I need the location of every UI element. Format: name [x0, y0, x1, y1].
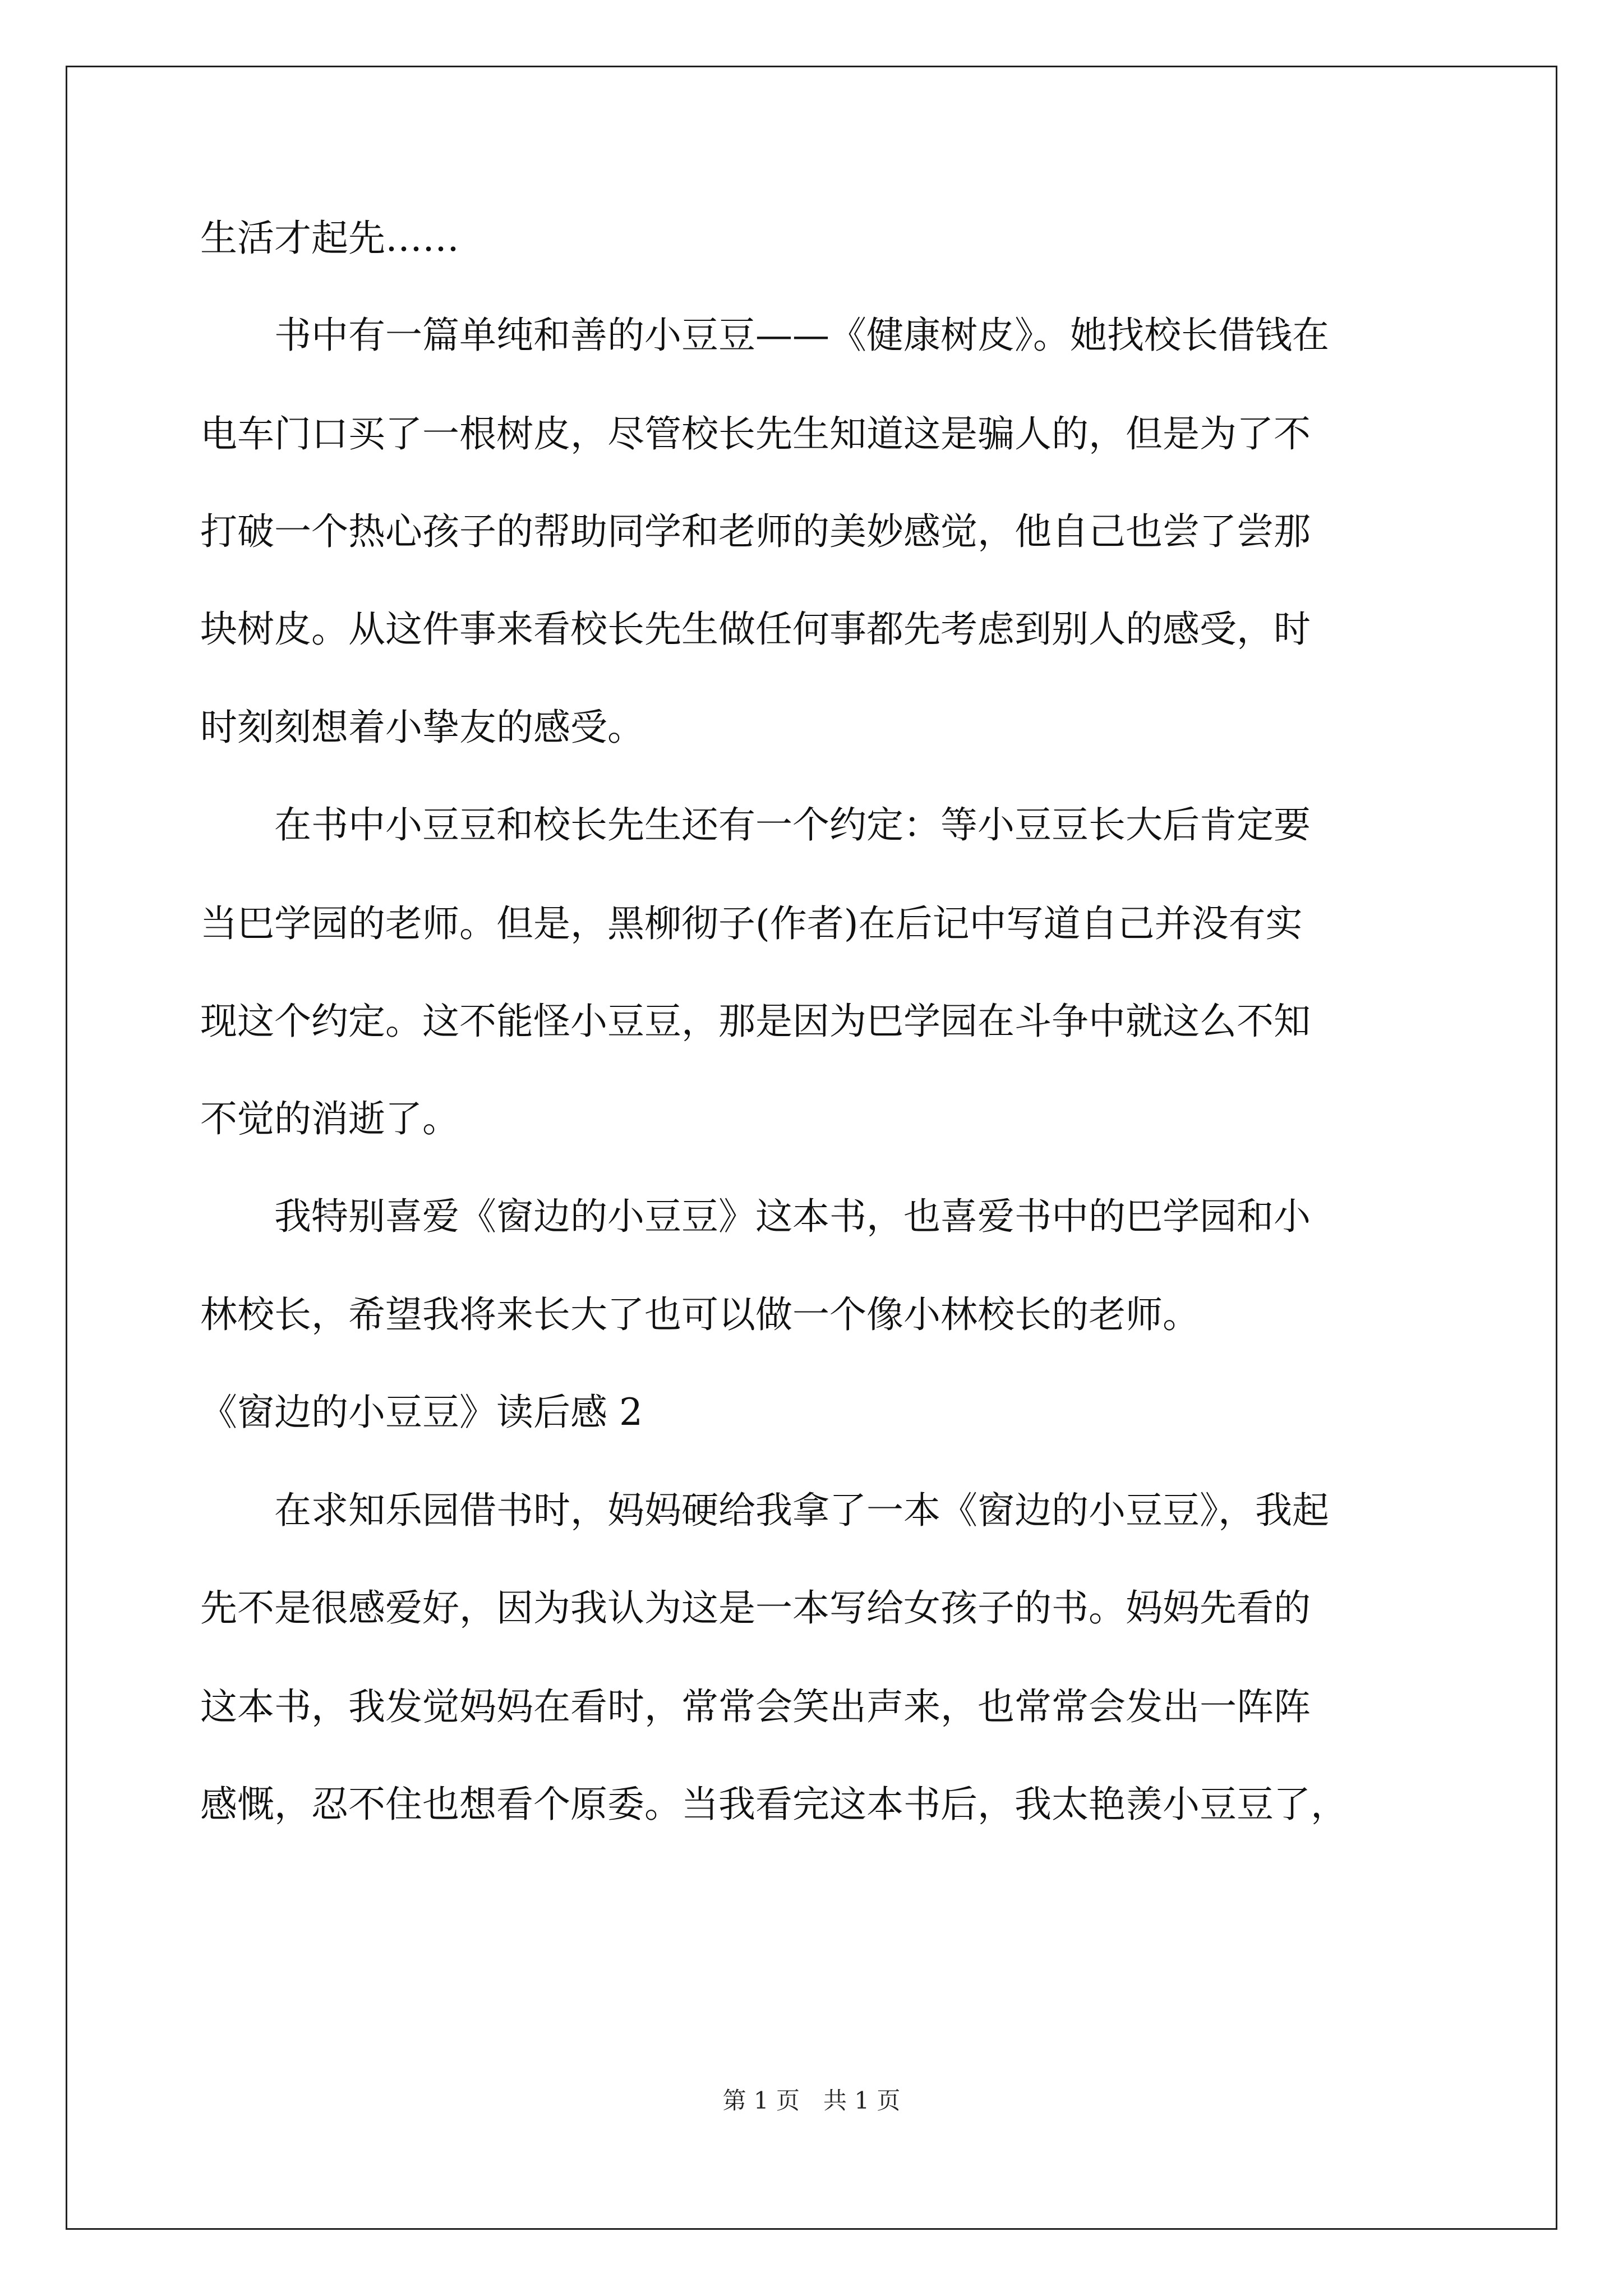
text-line: 现这个约定。这不能怪小豆豆，那是因为巴学园在斗争中就这么不知 — [200, 1000, 1311, 1043]
text-line: 林校长，希望我将来长大了也可以做一个像小林校长的老师。 — [200, 1293, 1200, 1336]
paragraph-start-line: 书中有一篇单纯和善的小豆豆——《健康树皮》。她找校长借钱在 — [274, 314, 1329, 357]
text-line: 生活才起先…… — [200, 217, 459, 260]
text-line: 块树皮。从这件事来看校长先生做任何事都先考虑到别人的感受，时 — [200, 608, 1311, 651]
text-line: 不觉的消逝了。 — [200, 1097, 459, 1140]
text-line: 这本书，我发觉妈妈在看时，常常会笑出声来，也常常会发出一阵阵 — [200, 1685, 1311, 1728]
paragraph-start-line: 我特别喜爱《窗边的小豆豆》这本书，也喜爱书中的巴学园和小 — [274, 1195, 1311, 1238]
page-footer: 第 1 页 共 1 页 — [722, 2087, 901, 2114]
section-heading: 《窗边的小豆豆》读后感 2 — [200, 1391, 643, 1434]
page-border — [66, 66, 1557, 2230]
text-line: 打破一个热心孩子的帮助同学和老师的美妙感觉，他自己也尝了尝那 — [200, 510, 1311, 553]
text-line: 电车门口买了一根树皮，尽管校长先生知道这是骗人的，但是为了不 — [200, 412, 1311, 455]
text-line: 感慨，忍不住也想看个原委。当我看完这本书后，我太艳羡小豆豆了， — [200, 1783, 1348, 1826]
text-line: 时刻刻想着小挚友的感受。 — [200, 706, 644, 749]
paragraph-start-line: 在书中小豆豆和校长先生还有一个约定：等小豆豆长大后肯定要 — [274, 803, 1311, 846]
text-line: 先不是很感爱好，因为我认为这是一本写给女孩子的书。妈妈先看的 — [200, 1586, 1311, 1630]
paragraph-start-line: 在求知乐园借书时，妈妈硬给我拿了一本《窗边的小豆豆》，我起 — [274, 1489, 1329, 1532]
text-line: 当巴学园的老师。但是，黑柳彻子(作者)在后记中写道自己并没有实 — [200, 902, 1303, 945]
